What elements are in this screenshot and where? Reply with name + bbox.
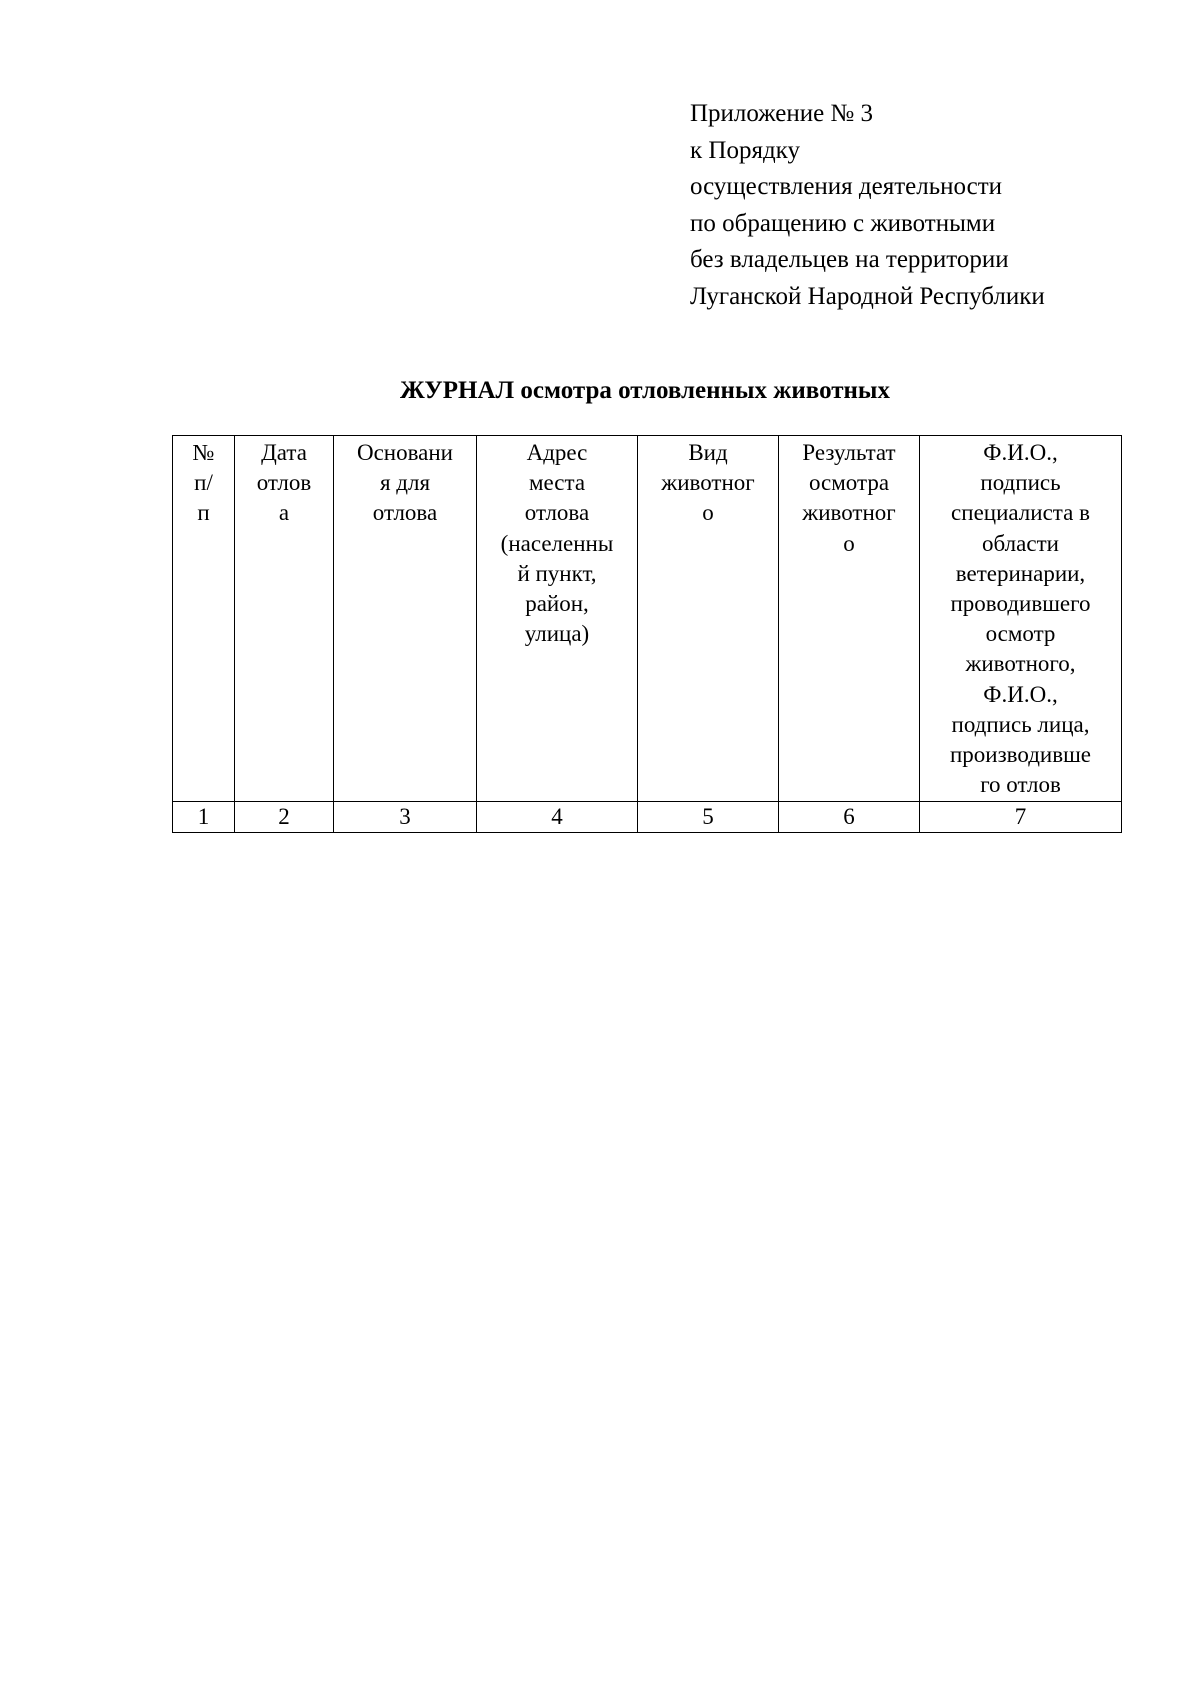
column-number-cell: 3 [334,802,477,833]
header-cell-animal-type: Вид животног о [638,436,779,802]
header-cell-exam-result: Результат осмотра животног о [779,436,920,802]
header-cell-capture-date: Дата отлов а [235,436,334,802]
appendix-line: Приложение № 3 [690,100,874,127]
appendix-line: Луганской Народной Республики [690,282,1045,310]
column-number-cell: 4 [477,802,638,833]
journal-title: ЖУРНАЛ осмотра отловленных животных [400,377,890,404]
column-number-cell: 6 [779,802,920,833]
header-cell-signatures: Ф.И.О., подпись специалиста в области ветеринарии, проводившего осмотр животного, Ф.И.О., подпись лица, производивше го отлов [920,436,1122,802]
header-row [173,436,1122,802]
column-number-cell: 1 [173,802,235,833]
column-number-cell: 5 [638,802,779,833]
header-cell-capture-grounds: Основани я для отлова [334,436,477,802]
appendix-line: без владельцев на территории [690,246,1009,273]
header-cell-number: № п/ п [173,436,235,802]
appendix-block [690,96,1160,315]
appendix-line: по обращению с животными [690,209,996,237]
journal-table [172,435,1122,833]
column-number-cell: 7 [920,802,1122,833]
column-number-cell: 2 [235,802,334,833]
header-cell-capture-address: Адрес места отлова (населенны й пункт, район, улица) [477,436,638,802]
appendix-line: к Порядку [690,136,800,164]
appendix-line: осуществления деятельности [690,173,1003,200]
column-number-row [173,802,1122,833]
